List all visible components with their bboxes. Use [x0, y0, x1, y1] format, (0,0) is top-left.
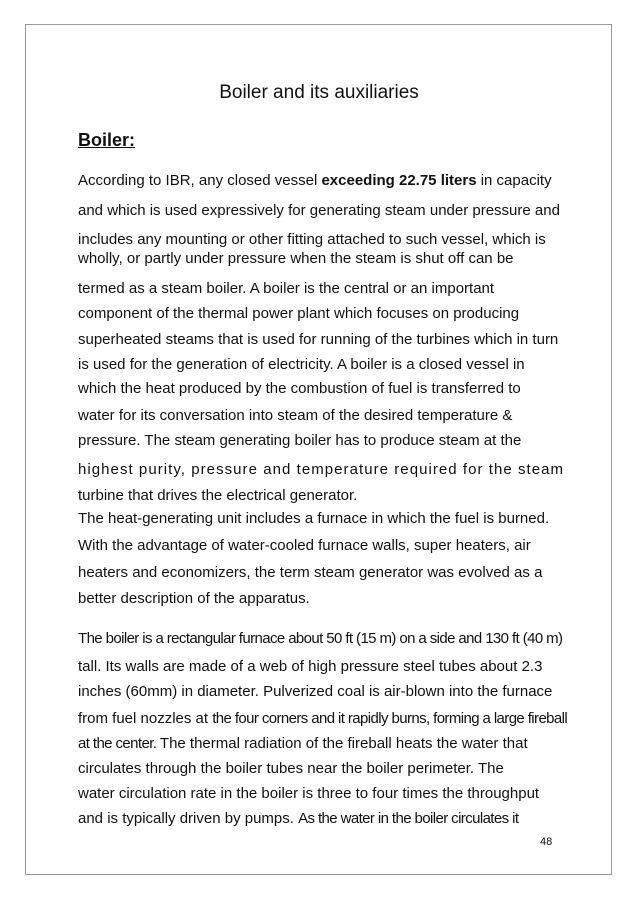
text-run: As the water in the boiler circulates it: [298, 810, 519, 827]
text-line: superheated steams that is used for running of the turbines which in turn: [78, 331, 559, 348]
page-title: Boiler and its auxiliaries: [219, 82, 419, 103]
text-line: The boiler is a rectangular furnace about 50 ft (15 m) on a side and 130 ft (40 m): [78, 630, 563, 647]
text-line: turbine that drives the electrical generator.: [78, 487, 358, 504]
text-line: [78, 710, 567, 728]
text-run: and is typically driven by pumps.: [78, 810, 299, 827]
text-line: highest purity, pressure and temperature required for the steam: [78, 461, 565, 478]
text-line: inches (60mm) in diameter. Pulverized coal is air-blown into the furnace: [78, 683, 553, 700]
text-line: includes any mounting or other fitting attached to such vessel, which is: [78, 231, 546, 248]
text-line: water circulation rate in the boiler is three to four times the throughput: [78, 785, 540, 802]
text-line: better description of the apparatus.: [78, 590, 310, 607]
text-line: water for its conversation into steam of the desired temperature &: [78, 407, 513, 424]
text-line: wholly, or partly under pressure when the steam is shut off can be: [78, 250, 514, 267]
text-run: in capacity: [476, 172, 552, 189]
text-line: and which is used expressively for generating steam under pressure and: [78, 202, 560, 219]
text-line: [78, 172, 552, 190]
text-line: circulates through the boiler tubes near the boiler perimeter. The: [78, 760, 504, 777]
bold-text: exceeding 22.75 liters: [321, 172, 477, 189]
page-number: 48: [540, 836, 553, 848]
text-line: which the heat produced by the combustion of fuel is transferred to: [78, 380, 521, 397]
text-run: According to IBR, any closed vessel: [78, 172, 322, 189]
text-line: pressure. The steam generating boiler has to produce steam at the: [78, 432, 522, 449]
text-line: component of the thermal power plant which focuses on producing: [78, 305, 520, 322]
text-run: the four corners and it rapidly burns, forming a large fireball: [212, 710, 568, 727]
text-run: at the center.: [78, 735, 160, 752]
text-line: [78, 735, 528, 753]
text-run: The thermal radiation of the fireball heats the water that: [159, 735, 528, 752]
text-line: termed as a steam boiler. A boiler is the central or an important: [78, 280, 495, 297]
section-heading: Boiler:: [78, 130, 136, 150]
text-line: [78, 810, 518, 828]
text-line: is used for the generation of electricity. A boiler is a closed vessel in: [78, 356, 525, 373]
text-line: heaters and economizers, the term steam generator was evolved as a: [78, 564, 543, 581]
text-run: from fuel nozzles at: [78, 710, 213, 727]
text-line: The heat-generating unit includes a furnace in which the fuel is burned.: [78, 510, 550, 527]
text-line: With the advantage of water-cooled furnace walls, super heaters, air: [78, 537, 531, 554]
text-line: tall. Its walls are made of a web of high pressure steel tubes about 2.3: [78, 658, 543, 675]
